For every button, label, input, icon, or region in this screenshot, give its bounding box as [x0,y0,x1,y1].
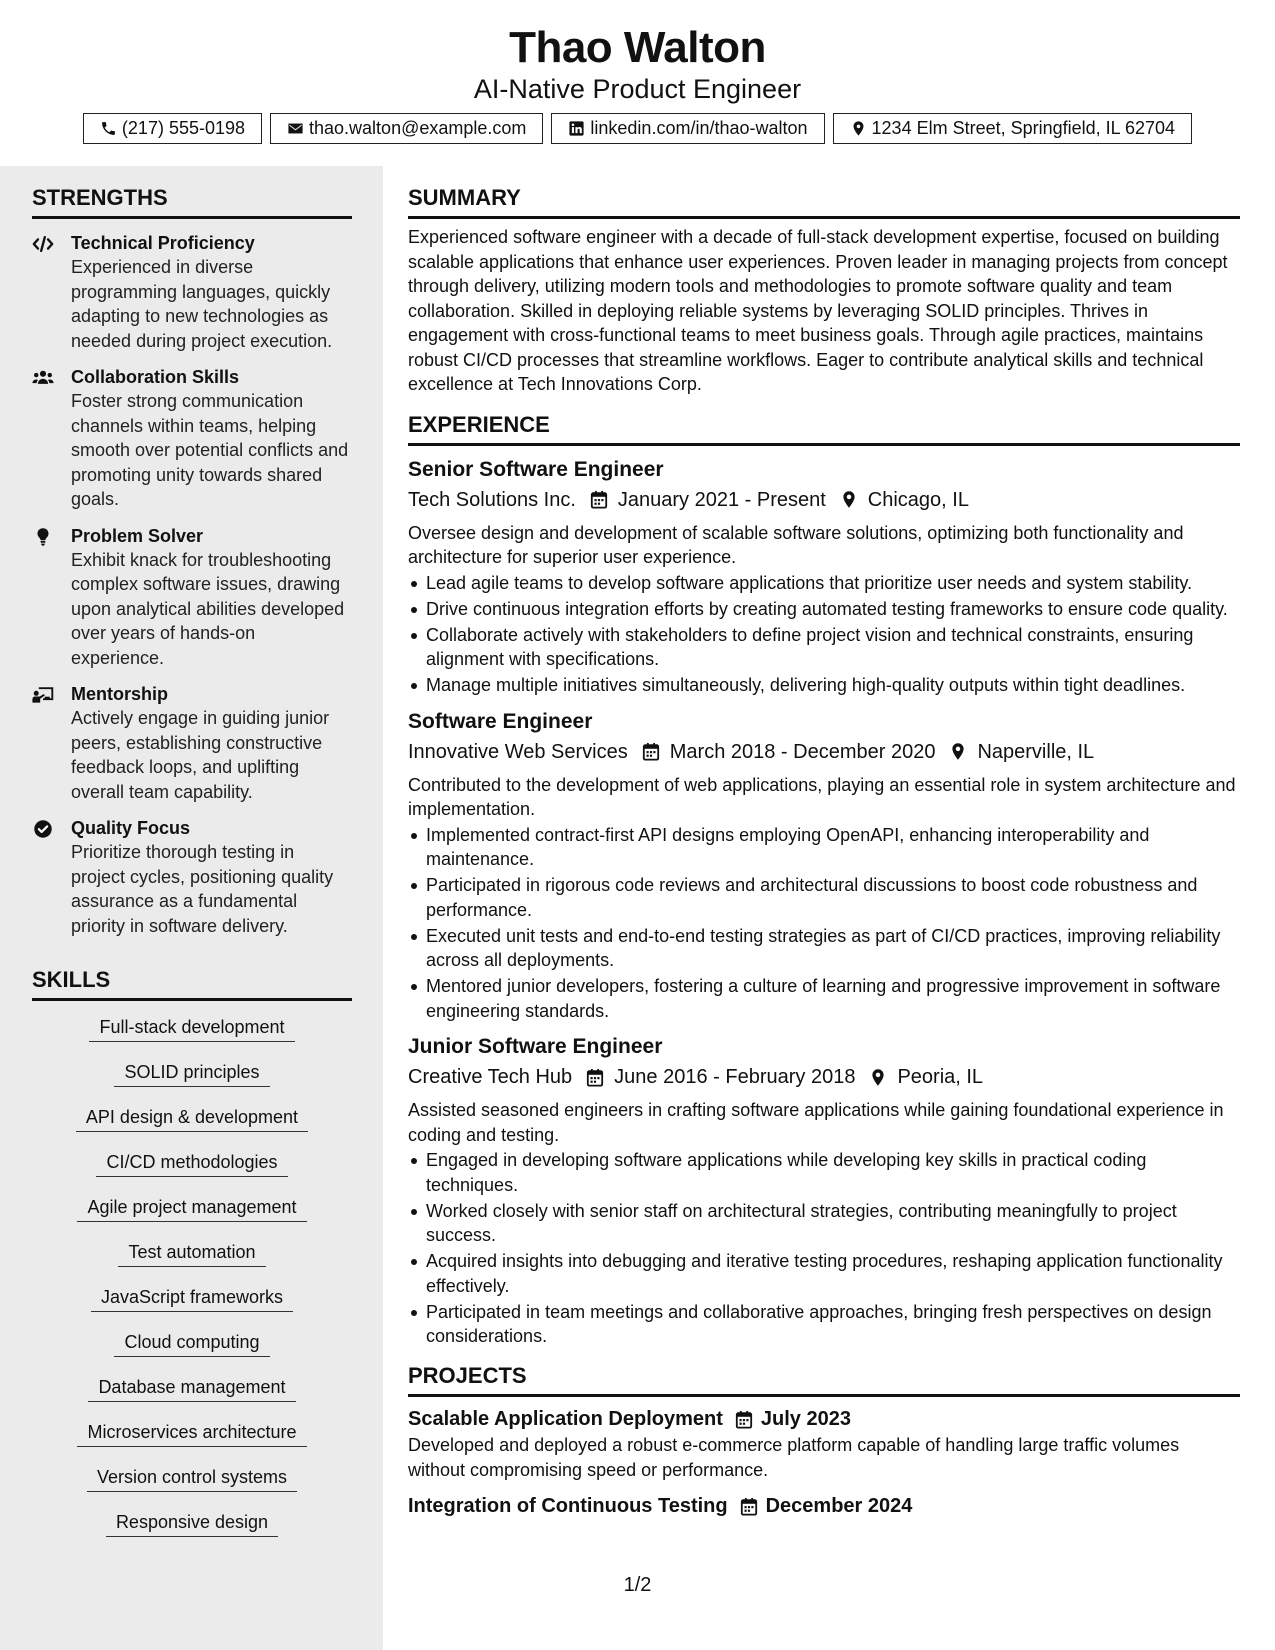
contact-phone[interactable] [83,113,262,144]
list-item: Acquired insights into debugging and iterative testing procedures, reshaping application functionality effectively. [408,1249,1240,1298]
strengths-heading: STRENGTHS [32,166,352,219]
skill-tag: Version control systems [87,1465,297,1492]
strength-title: Quality Focus [71,818,191,838]
list-item: Lead agile teams to develop software applications that prioritize user needs and system stability. [408,571,1240,596]
map-pin-icon [850,120,867,137]
summary-text: Experienced software engineer with a decade of full-stack development expertise, focused on building scalable applications that enhance user experiences. Proven leader in managing projects from concept through delivery, utilizing modern tools and methodologies to promote software quality and team collaboration. Skilled in deploying reliable systems by leveraging SOLID principles. Thrives in engagement with cross-functional teams to meet business goals. Through agile practices, maintains robust CI/CD processes that streamline workflows. Eager to contribute analytical skills and technical excellence at Tech Innovations Corp. [408,227,1228,394]
job-dates: March 2018 - December 2020 [669,740,936,763]
envelope-icon [287,120,304,137]
project-entry [408,1405,1240,1482]
experience-section [408,397,1240,1349]
calendar-icon [735,1410,753,1429]
contact-linkedin-text: linkedin.com/in/thao-walton [590,118,808,138]
experience-heading: EXPERIENCE [408,397,1240,446]
project-description: Developed and deployed a robust e-commerce platform capable of handling large traffic volumes without compromising speed or performance. [408,1435,1180,1480]
strength-item [32,365,352,512]
summary-section [408,166,1240,397]
check-circle-icon [32,819,54,839]
list-item: Engaged in developing software applications while developing key skills in practical coding techniques. [408,1148,1240,1197]
job-dates: June 2016 - February 2018 [614,1066,856,1088]
strength-item [32,231,352,353]
skill-tag: Test automation [118,1240,265,1267]
calendar-icon [590,490,608,509]
code-icon [32,234,54,254]
resume-header [0,0,1275,166]
job-description: Contributed to the development of web applications, playing an essential role in system architecture and implementation. [408,774,1236,819]
contact-phone-text: (217) 555-0198 [121,118,246,138]
job-title: Software Engineer [408,709,593,733]
calendar-icon [740,1497,758,1516]
strength-title: Mentorship [71,684,168,704]
project-title-row [408,1405,1240,1433]
users-icon [32,368,54,388]
phone-icon [100,120,117,137]
strength-item [32,682,352,804]
job-entry [408,456,1240,698]
project-entry [408,1492,1240,1520]
strength-desc: Experienced in diverse programming languages, quickly adapting to new technologies as needed during project execution. [71,257,333,351]
contact-email-text: thao.walton@example.com [309,118,527,138]
project-date: July 2023 [760,1408,851,1430]
candidate-role: AI-Native Product Engineer [473,74,802,104]
main-content [408,166,1240,1520]
job-meta [408,738,1240,766]
job-bullets [408,823,1240,1024]
contact-address [833,113,1193,144]
strength-desc: Foster strong communication channels within teams, helping smooth over potential conflicts and promoting unity towards shared goals. [71,391,349,509]
contact-address-text: 1234 Elm Street, Springfield, IL 62704 [871,118,1176,138]
calendar-icon [586,1068,604,1087]
skill-tag: Agile project management [77,1195,306,1222]
list-item: Implemented contract-first API designs employing OpenAPI, enhancing interoperability and maintenance. [408,823,1240,872]
strength-item [32,816,352,938]
job-description: Oversee design and development of scalable software solutions, optimizing both functionality and architecture for superior user experience. [408,522,1184,567]
strength-title: Technical Proficiency [71,233,255,253]
list-item: Worked closely with senior staff on architectural strategies, contributing meaningfully to project success. [408,1199,1240,1248]
skill-tag: Full-stack development [89,1015,294,1042]
job-meta [408,1063,1240,1091]
job-bullets [408,1148,1240,1349]
strengths-section [32,166,352,1555]
skills-list [32,1015,352,1555]
projects-section [408,1350,1240,1520]
project-title: Scalable Application Deployment [408,1408,723,1430]
skill-tag: Microservices architecture [77,1420,306,1447]
strength-desc: Exhibit knack for troubleshooting complex software issues, drawing upon analytical abilities developed over years of hands-on experience. [71,549,345,668]
projects-heading: PROJECTS [408,1350,1240,1397]
list-item: Mentored junior developers, fostering a culture of learning and progressive improvement in software engineering standards. [408,974,1240,1023]
contact-bar [0,113,1275,144]
strength-desc: Prioritize thorough testing in project cycles, positioning quality assurance as a fundamental priority in software delivery. [71,842,334,936]
chalkboard-teacher-icon [32,685,54,705]
skill-tag: Database management [88,1375,295,1402]
skill-tag: JavaScript frameworks [91,1285,293,1312]
list-item: Participated in rigorous code reviews and architectural discussions to boost code robustness and performance. [408,873,1240,922]
list-item: Collaborate actively with stakeholders to define project vision and technical constraints, ensuring alignment with specifications. [408,623,1240,672]
skill-tag: SOLID principles [114,1060,269,1087]
job-company: Innovative Web Services [408,740,628,763]
job-meta [408,486,1240,514]
skill-tag: Cloud computing [114,1330,269,1357]
list-item: Executed unit tests and end-to-end testing strategies as part of CI/CD practices, improving reliability across all deployments. [408,924,1240,973]
job-bullets [408,571,1240,698]
contact-linkedin[interactable] [551,113,824,144]
job-entry [408,1033,1240,1349]
project-date: December 2024 [765,1495,913,1517]
job-company: Tech Solutions Inc. [408,488,576,511]
job-location: Naperville, IL [977,740,1095,763]
job-location: Chicago, IL [867,488,969,511]
list-item: Drive continuous integration efforts by creating automated testing frameworks to ensure code quality. [408,597,1240,622]
page-number: 1/2 [623,1574,652,1596]
map-pin-icon [869,1068,887,1087]
skills-heading: SKILLS [32,948,352,1001]
strength-desc: Actively engage in guiding junior peers, establishing constructive feedback loops, and uplifting overall team capability. [71,708,330,802]
job-company: Creative Tech Hub [408,1066,573,1088]
job-title: Junior Software Engineer [408,1035,663,1058]
list-item: Manage multiple initiatives simultaneously, delivering high-quality outputs within tight deadlines. [408,673,1240,698]
map-pin-icon [840,490,858,509]
list-item: Participated in team meetings and collaborative approaches, bringing fresh perspectives on design considerations. [408,1300,1240,1349]
job-title: Senior Software Engineer [408,457,664,481]
job-entry [408,708,1240,1024]
linkedin-icon [568,120,585,137]
sidebar [0,166,383,1650]
project-title-row [408,1492,1240,1520]
job-description: Assisted seasoned engineers in crafting software applications while gaining foundational experience in coding and testing. [408,1100,1224,1145]
strength-title: Collaboration Skills [71,367,240,387]
job-dates: January 2021 - Present [617,488,826,511]
skill-tag: API design & development [76,1105,308,1132]
skill-tag: CI/CD methodologies [96,1150,287,1177]
project-title: Integration of Continuous Testing [408,1495,728,1517]
candidate-name: Thao Walton [509,23,766,72]
lightbulb-icon [32,527,54,547]
skill-tag: Responsive design [106,1510,278,1537]
summary-heading: SUMMARY [408,166,1240,219]
contact-email[interactable] [270,113,543,144]
strength-title: Problem Solver [71,525,204,546]
map-pin-icon [949,742,967,761]
strength-item [32,524,352,671]
job-location: Peoria, IL [897,1066,984,1088]
calendar-icon [642,742,660,761]
